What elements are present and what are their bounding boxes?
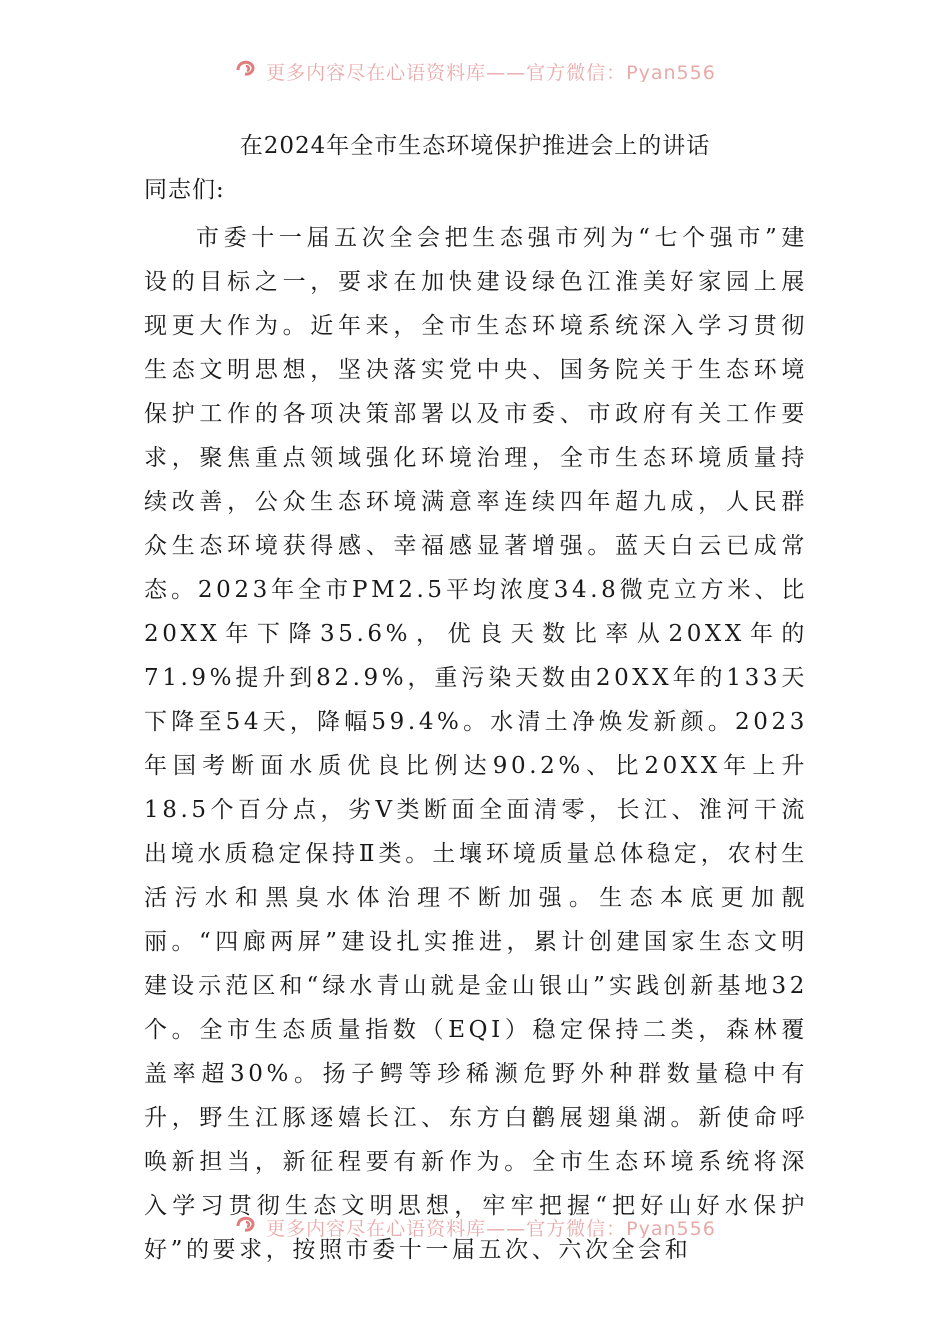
- watermark-text: 更多内容尽在心语资料库——官方微信：Pyan556: [266, 1217, 716, 1238]
- footer-watermark: [0, 1208, 950, 1238]
- watermark-logo-icon: [234, 56, 260, 78]
- body-paragraph: 市委十一届五次全会把生态强市列为“七个强市”建设的目标之一，要求在加快建设绿色江淮美好家园上展现更大作为。近年来，全市生态环境系统深入学习贯彻生态文明思想，坚决落实党中央、国务院关于生态环境保护工作的各项决策部署以及市委、市政府有关工作要求，聚焦重点领域强化环境治理，全市生态环境质量持续改善，公众生态环境满意率连续四年超九成，人民群众生态环境获得感、幸福感显著增强。蓝天白云已成常态。2023年全市PM2.5平均浓度34.8微克立方米、比20XX年下降35.6%，优良天数比率从20XX年的71.9%提升到82.9%，重污染天数由20XX年的133天下降至54天，降幅59.4%。水清土净焕发新颜。2023年国考断面水质优良比例达90.2%、比20XX年上升18.5个百分点，劣Ⅴ类断面全面清零，长江、淮河干流出境水质稳定保持Ⅱ类。土壤环境质量总体稳定，农村生活污水和黑臭水体治理不断加强。生态本底更加靓丽。“四廊两屏”建设扎实推进，累计创建国家生态文明建设示范区和“绿水青山就是金山银山”实践创新基地32个。全市生态质量指数（EQI）稳定保持二类，森林覆盖率超30%。扬子鳄等珍稀濒危野外种群数量稳中有升，野生江豚逐嬉长江、东方白鹳展翅巢湖。新使命呼唤新担当，新征程要有新作为。全市生态环境系统将深入学习贯彻生态文明思想，牢牢把握“把好山好水保护好”的要求，按照市委十一届五次、六次全会和: [144, 225, 808, 1263]
- salutation: 同志们:: [144, 177, 225, 203]
- watermark-text: 更多内容尽在心语资料库——官方微信：Pyan556: [266, 61, 716, 82]
- watermark-logo-icon: [234, 1212, 260, 1234]
- document-title: 在2024年全市生态环境保护推进会上的讲话: [239, 133, 711, 159]
- header-watermark: [0, 52, 950, 82]
